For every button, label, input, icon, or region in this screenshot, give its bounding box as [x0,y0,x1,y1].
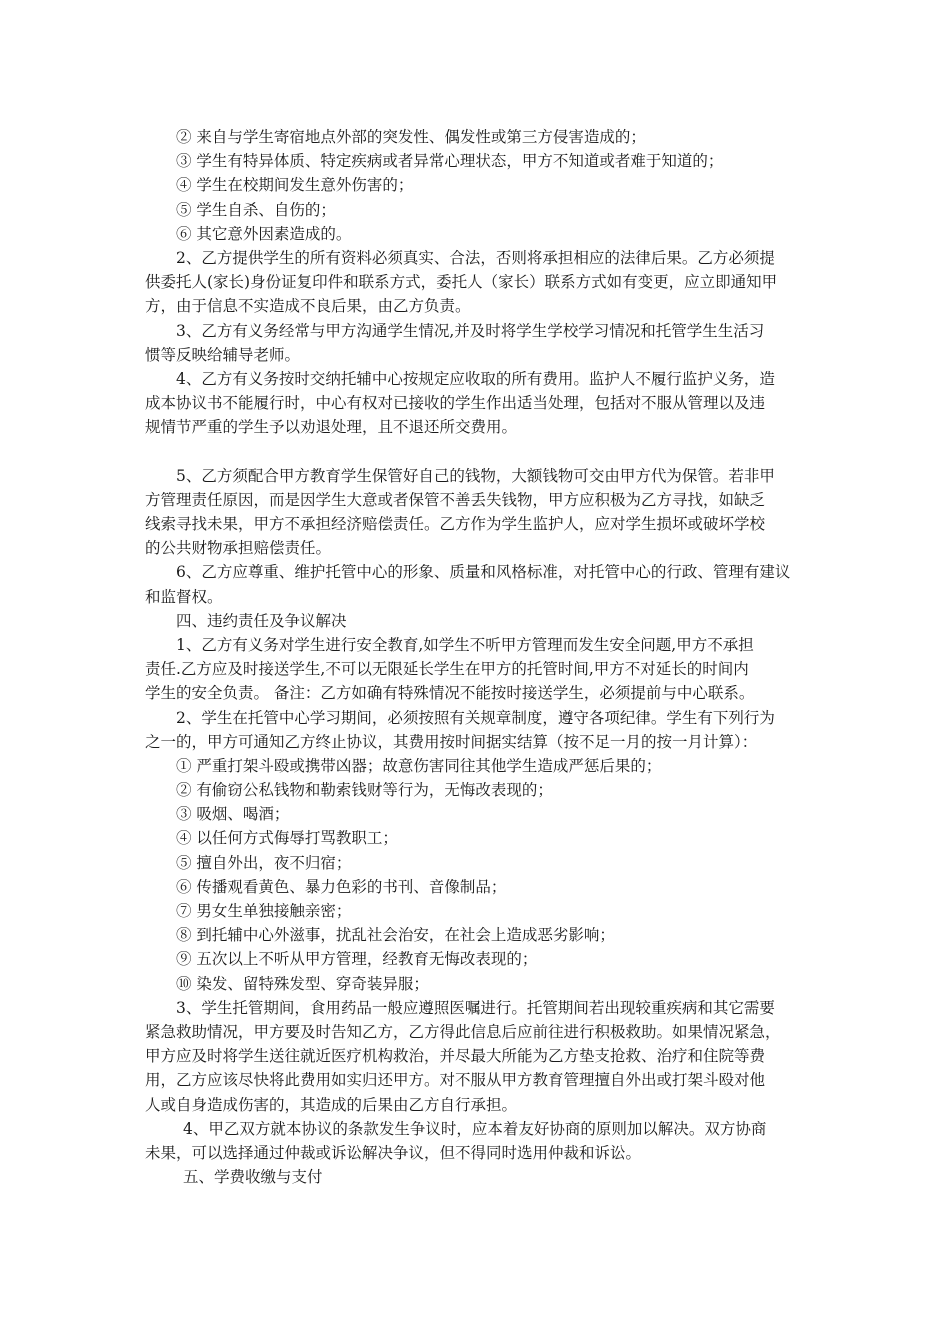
paragraph-line: 5、乙方须配合甲方教育学生保管好自己的钱物，大额钱物可交由甲方代为保管。若非甲 [176,466,775,485]
paragraph-line: 紧急救助情况，甲方要及时告知乙方，乙方得此信息后应前往进行积极救助。如果情况紧急， [145,1022,781,1041]
list-item: ⑦ 男女生单独接触亲密； [176,902,352,920]
paragraph-line: 甲方应及时将学生送往就近医疗机构救治，并尽最大所能为乙方垫支抢救、治疗和住院等费 [145,1047,766,1066]
list-item: ④ 以任何方式侮辱打骂教职工； [176,829,398,848]
paragraph-line: 6、乙方应尊重、维护托管中心的形象、质量和风格标准，对托管中心的行政、管理有建议 [176,563,791,582]
list-item: ③ 吸烟、喝酒； [176,805,290,824]
paragraph-line: 4、乙方有义务按时交纳托辅中心按规定应收取的所有费用。监护人不履行监护义务，造 [176,369,775,388]
list-item: ⑨ 五次以上不听从甲方管理，经教育无悔改表现的； [176,950,538,969]
paragraph-line: 线索寻找未果，甲方不承担经济赔偿责任。乙方作为学生监护人，应对学生损坏或破坏学校 [145,515,766,533]
paragraph-line: 的公共财物承担赔偿责任。 [145,539,332,558]
list-item: ② 有偷窃公私钱物和勒索钱财等行为，无悔改表现的； [176,781,553,800]
paragraph-line: 责任.乙方应及时接送学生,不可以无限延长学生在甲方的托管时间,甲方不对延长的时间内 [145,660,749,679]
paragraph-line: 和监督权。 [145,587,223,606]
paragraph-line: 供委托人(家长)身份证复印件和联系方式，委托人（家长）联系方式如有变更，应立即通知甲 [145,273,778,292]
list-item: ⑤ 擅自外出，夜不归宿； [176,853,352,872]
paragraph-line: 方，由于信息不实造成不良后果，由乙方负责。 [145,297,471,316]
document-body [145,125,813,1189]
paragraph-line: 惯等反映给辅导老师。 [145,345,301,364]
paragraph-line: 1、乙方有义务对学生进行安全教育,如学生不听甲方管理而发生安全问题,甲方不承担 [176,635,754,654]
section-heading: 四、违约责任及争议解决 [176,611,347,630]
list-item: ② 来自与学生寄宿地点外部的突发性、偶发性或第三方侵害造成的； [176,128,646,146]
paragraph-line: 2、乙方提供学生的所有资料必须真实、合法，否则将承担相应的法律后果。乙方必须提 [176,248,775,267]
list-item: ③ 学生有特异体质、特定疾病或者异常心理状态，甲方不知道或者难于知道的； [176,152,724,171]
paragraph-line: 之一的，甲方可通知乙方终止协议，其费用按时间据实结算（按不足一月的按一月计算）： [145,732,758,751]
list-item: ① 严重打架斗殴或携带凶器；故意伤害同往其他学生造成严惩后果的； [176,756,662,775]
list-item: ⑥ 其它意外因素造成的。 [176,224,352,243]
paragraph-line: 4、甲乙双方就本协议的条款发生争议时，应本着友好协商的原则加以解决。双方协商 [183,1119,767,1138]
paragraph-line: 2、学生在托管中心学习期间，必须按照有关规章制度，遵守各项纪律。学生有下列行为 [176,708,775,727]
list-item: ④ 学生在校期间发生意外伤害的； [176,176,414,195]
paragraph-line: 方管理责任原因，而是因学生大意或者保管不善丢失钱物，甲方应积极为乙方寻找，如缺乏 [145,490,766,509]
paragraph-line: 规情节严重的学生予以劝退处理，且不退还所交费用。 [145,418,518,437]
paragraph-line: 未果，可以选择通过仲裁或诉讼解决争议，但不得同时选用仲裁和诉讼。 [145,1143,642,1162]
list-item: ⑩ 染发、留特殊发型、穿奇装异服； [176,974,429,993]
paragraph-line: 3、乙方有义务经常与甲方沟通学生情况,并及时将学生学校学习情况和托管学生生活习 [176,321,765,340]
blank-line [145,439,813,463]
paragraph-line: 学生的安全负责。 备注：乙方如确有特殊情况不能按时接送学生，必须提前与中心联系。 [145,684,755,703]
list-item: ⑧ 到托辅中心外滋事，扰乱社会治安，在社会上造成恶劣影响； [176,926,615,945]
paragraph-line: 3、学生托管期间，食用药品一般应遵照医嘱进行。托管期间若出现较重疾病和其它需要 [176,998,775,1017]
paragraph-line: 成本协议书不能履行时，中心有权对已接收的学生作出适当处理，包括对不服从管理以及违 [145,394,766,413]
list-item: ⑥ 传播观看黄色、暴力色彩的书刊、音像制品； [176,877,507,896]
section-heading: 五、学费收缴与支付 [183,1168,323,1187]
paragraph-line: 用，乙方应该尽快将此费用如实归还甲方。对不服从甲方教育管理擅自外出或打架斗殴对他 [145,1071,766,1090]
paragraph-line: 人或自身造成伤害的，其造成的后果由乙方自行承担。 [145,1095,518,1114]
list-item: ⑤ 学生自杀、自伤的； [176,200,336,219]
